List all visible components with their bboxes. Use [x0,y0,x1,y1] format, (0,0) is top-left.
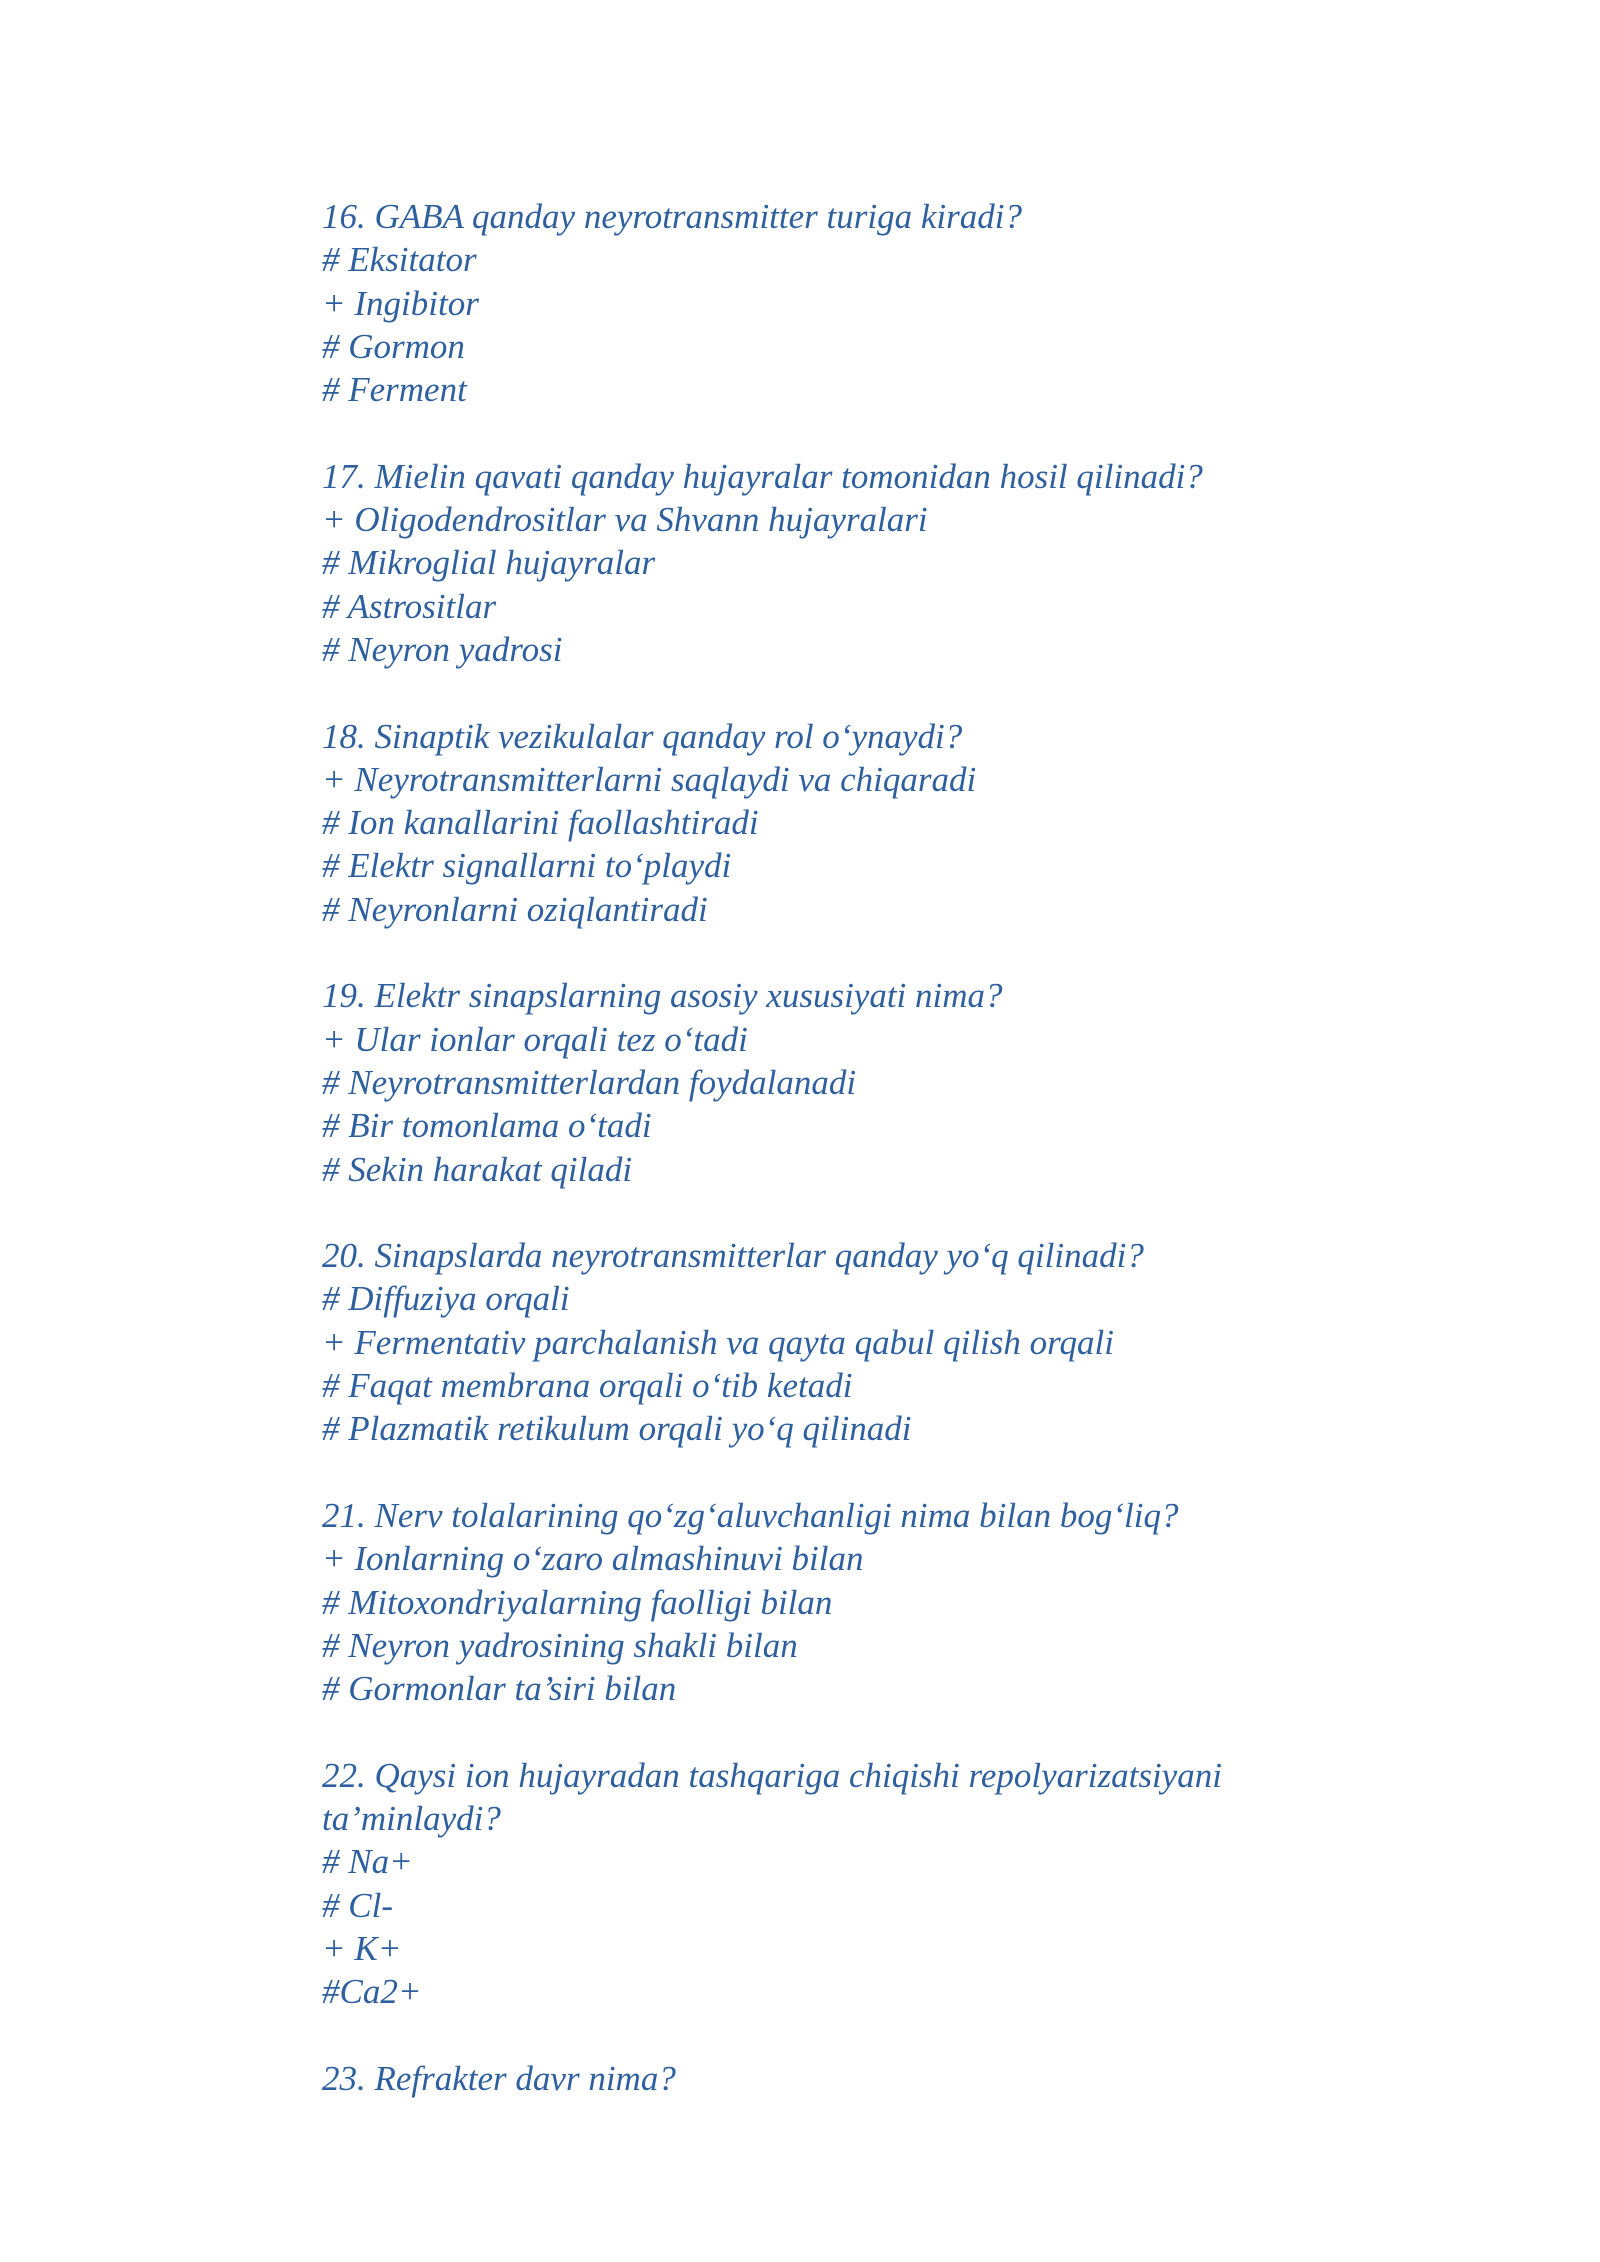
answer-option: # Neyron yadrosi [322,629,563,669]
question-text: 17. Mielin qavati qanday hujayralar tomonidan hosil qilinadi? [322,456,1203,496]
answer-option: # Neyrotransmitterlardan foydalanadi [322,1062,857,1102]
answer-option: # Astrositlar [322,586,497,626]
answer-option: + K+ [322,1928,402,1968]
question-block [322,455,1322,671]
question-block [322,1234,1322,1450]
answer-option: # Neyron yadrosining shakli bilan [322,1625,798,1665]
answer-option: # Gormon [322,326,465,366]
answer-option: # Sekin harakat qiladi [322,1149,633,1189]
answer-option: # Neyronlarni oziqlantiradi [322,889,708,929]
answer-option: # Gormonlar ta’siri bilan [322,1669,677,1709]
question-text: 21. Nerv tolalarining qo‘zg‘aluvchanligi nima bilan bog‘liq? [322,1495,1179,1535]
answer-option: + Ingibitor [322,283,479,323]
answer-option: # Mikroglial hujayralar [322,543,656,583]
answer-option: # Elektr signallarni to‘playdi [322,846,732,886]
answer-option: # Mitoxondriyalarning faolligi bilan [322,1582,833,1622]
question-block [322,715,1322,931]
question-block [322,195,1322,411]
question-text: 16. GABA qanday neyrotransmitter turiga kiradi? [322,197,1022,236]
answer-option: # Plazmatik retikulum orqali yo‘q qilinadi [322,1409,912,1449]
answer-option: # Ferment [322,370,467,410]
answer-option: + Ionlarning o‘zaro almashinuvi bilan [322,1539,864,1579]
question-text: 23. Refrakter davr nima? [322,2058,676,2098]
answer-option: + Ular ionlar orqali tez o‘tadi [322,1019,748,1059]
answer-option: # Faqat membrana orqali o‘tib ketadi [322,1366,853,1406]
answer-option: # Cl- [322,1885,393,1925]
answer-option: + Fermentativ parchalanish va qayta qabul qilish orqali [322,1322,1114,1362]
question-block [322,2057,1322,2100]
answer-option: #Ca2+ [322,1972,422,2012]
answer-option: # Na+ [322,1842,413,1882]
answer-option: # Eksitator [322,240,477,280]
question-text: 22. Qaysi ion hujayradan tashqariga chiqishi repolyarizatsiyani ta’minlaydi? [322,1755,1222,1838]
question-block [322,1494,1322,1710]
answer-option: + Neyrotransmitterlarni saqlaydi va chiqaradi [322,759,977,799]
question-block [322,974,1322,1190]
question-block [322,1754,1322,2014]
answer-option: # Diffuziya orqali [322,1279,570,1319]
question-text: 20. Sinapslarda neyrotransmitterlar qanday yo‘q qilinadi? [322,1236,1144,1276]
answer-option: + Oligodendrositlar va Shvann hujayralari [322,500,928,540]
answer-option: # Ion kanallarini faollashtiradi [322,803,759,843]
answer-option: # Bir tomonlama o‘tadi [322,1106,652,1146]
question-text: 18. Sinaptik vezikulalar qanday rol o‘ynaydi? [322,716,963,756]
quiz-content [322,195,1322,2143]
question-text: 19. Elektr sinapslarning asosiy xususiyati nima? [322,976,1003,1016]
